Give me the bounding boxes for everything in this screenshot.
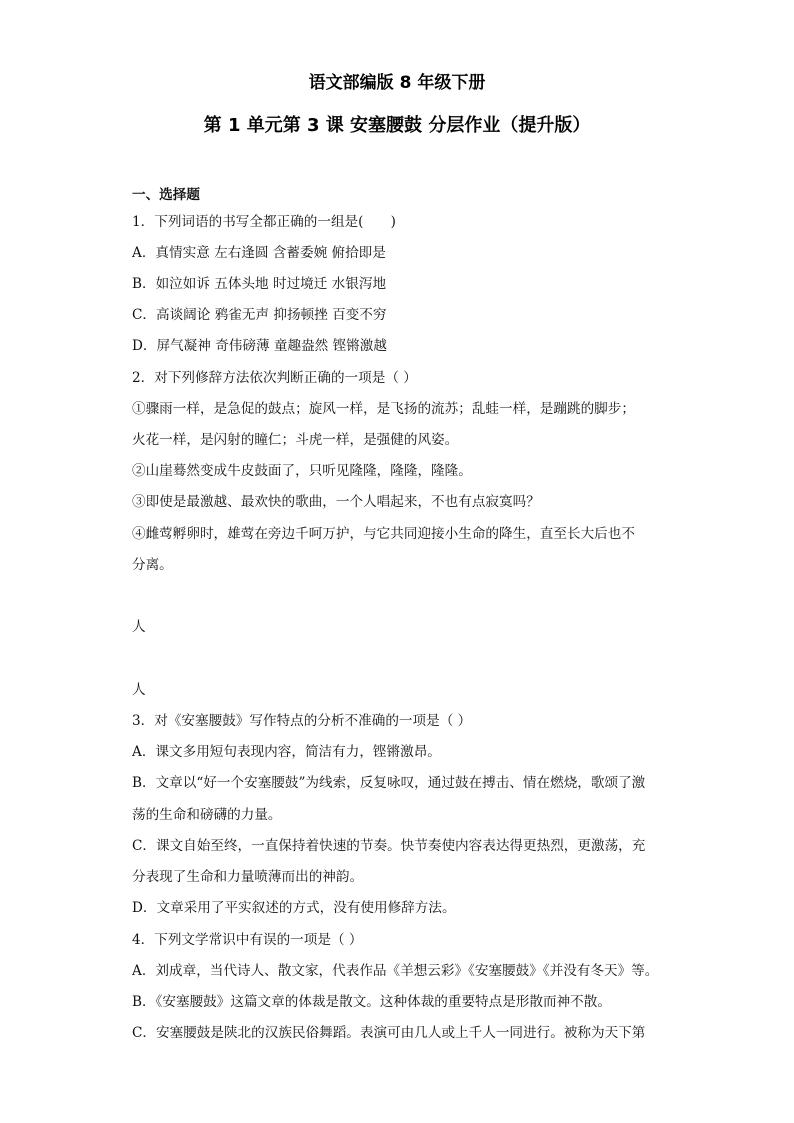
question-2-stem: 2．对下列修辞方法依次判断正确的一项是（ ）	[132, 370, 417, 386]
question-3-option-line: B．文章以“好一个安塞腰鼓”为线索，反复咏叹，通过鼓在搏击、情在燃烧，歌颂了激	[132, 775, 646, 791]
question-1-option-d: D．屏气凝神 奇伟磅薄 童趣盎然 铿锵激越	[132, 338, 387, 354]
document-title: 语文部编版 8 年级下册	[308, 73, 486, 93]
question-3-option-line: 分表现了生命和力量喷薄而出的神韵。	[132, 869, 364, 885]
question-3-option-line: 荡的生命和磅礴的力量。	[132, 807, 282, 823]
document-subtitle: 第 1 单元第 3 课 安塞腰鼓 分层作业（提升版）	[203, 115, 591, 136]
question-4-option-line: C．安塞腰鼓是陕北的汉族民俗舞蹈。表演可由几人或上千人一同进行。被称为天下第	[132, 1025, 646, 1041]
question-2-item-line: ④雌莺孵卵时，雄莺在旁边千呵万护，与它共同迎接小生命的降生，直至长大后也不	[132, 526, 635, 542]
question-3-option-line: A．课文多用短句表现内容，简洁有力，铿锵激昂。	[132, 744, 441, 760]
question-1-option-b: B．如泣如诉 五体头地 时过境迁 水银泻地	[132, 276, 387, 292]
question-2-item-line: ③即使是最激越、最欢快的歌曲，一个人唱起来，不也有点寂寞吗？	[132, 494, 540, 510]
question-2-option-b-wrap: 人	[132, 619, 146, 635]
question-1-option-c: C．高谈阔论 鸦雀无声 抑扬顿挫 百变不穷	[132, 307, 387, 323]
question-2-option-d-wrap: 人	[132, 682, 146, 698]
question-3-stem: 3．对《安塞腰鼓》写作特点的分析不准确的一项是（ ）	[132, 713, 472, 729]
question-4-option-line: A．刘成章，当代诗人、散文家，代表作品《羊想云彩》《安塞腰鼓》《并没有冬天》等。	[132, 963, 659, 979]
question-2-item-line: ②山崖蓦然变成牛皮鼓面了，只听见隆隆，隆隆，隆隆。	[132, 463, 472, 479]
question-4-stem: 4．下列文学常识中有误的一项是（ ）	[132, 932, 363, 948]
question-2-item-line: 火花一样，是闪射的瞳仁；斗虎一样，是强健的风姿。	[132, 432, 459, 448]
question-4-option-line: B．《安塞腰鼓》这篇文章的体裁是散文。这种体裁的重要特点是形散而神不散。	[132, 994, 611, 1010]
question-3-option-line: D．文章采用了平实叙述的方式，没有使用修辞方法。	[132, 900, 456, 916]
question-2-item-line: 分离。	[132, 557, 173, 573]
question-3-option-line: C．课文自始至终，一直保持着快速的节奏。快节奏使内容表达得更热烈，更激荡，充	[132, 838, 646, 854]
section-heading: 一、选择题	[132, 187, 200, 203]
question-1-option-a: A．真情实意 左右逢圆 含蓄委婉 俯拾即是	[132, 245, 386, 261]
question-1-stem: 1．下列词语的书写全都正确的一组是( )	[132, 214, 396, 230]
question-2-item-line: ①骤雨一样，是急促的鼓点；旋风一样，是飞扬的流苏；乱蛙一样，是蹦跳的脚步；	[132, 401, 635, 417]
